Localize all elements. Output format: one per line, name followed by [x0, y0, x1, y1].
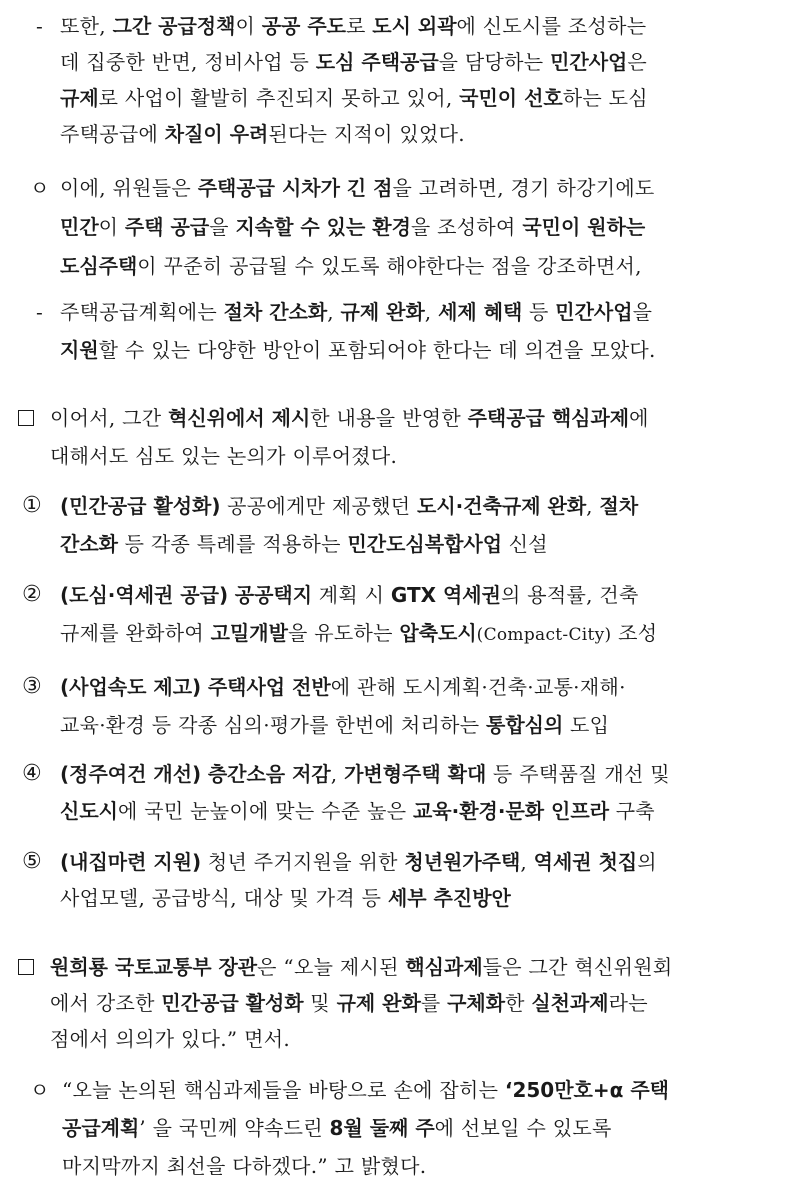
numbered-bullet: ② — [22, 582, 42, 607]
emphasis-text: 세제 혜택 — [438, 300, 523, 324]
emphasis-text: 구체화 — [447, 991, 506, 1015]
emphasis-text: 규제 완화 — [336, 991, 421, 1015]
text-line — [60, 174, 655, 202]
body-text: , — [520, 850, 534, 874]
text-line — [60, 84, 648, 112]
emphasis-text: ‘250만호+α 주택 — [504, 1078, 669, 1102]
body-text: 에 신도시를 조성하는 — [456, 14, 647, 38]
emphasis-text: 절차 간소화 — [223, 300, 328, 324]
numbered-bullet: ④ — [22, 761, 42, 786]
body-text: 에서 강조한 — [50, 991, 162, 1015]
text-line — [50, 404, 649, 432]
body-text: 점에서 의의가 있다.” 면서. — [50, 1027, 291, 1051]
emphasis-text: (민간공급 활성화) — [60, 494, 221, 518]
numbered-bullet: ① — [22, 493, 42, 518]
text-line — [62, 1076, 669, 1104]
body-text: 구축 — [609, 799, 655, 823]
box-bullet-icon — [18, 959, 34, 975]
annotation-text: (Compact-City) — [476, 625, 612, 645]
emphasis-text: (내집마련 지원) — [60, 850, 202, 874]
emphasis-text: 도심 주택공급 — [315, 50, 439, 74]
emphasis-text: 민간공급 활성화 — [161, 991, 304, 1015]
body-text: 을 — [632, 300, 653, 324]
emphasis-text: 신도시 — [60, 799, 118, 823]
emphasis-text: 간소화 — [60, 532, 118, 556]
body-text: 할 수 있는 다양한 방안이 포함되어야 한다는 데 의견을 모았다. — [98, 338, 656, 362]
text-line — [62, 1152, 426, 1180]
text-line — [60, 12, 646, 40]
text-line — [60, 336, 656, 364]
body-text: 에 — [629, 406, 649, 430]
emphasis-text: 통합심의 — [486, 713, 564, 737]
body-text: 의 — [637, 850, 657, 874]
body-text: 등 주택품질 개선 및 — [486, 762, 670, 786]
emphasis-text: 도시 외곽 — [372, 14, 457, 38]
body-text: 등 각종 특례를 적용하는 — [117, 532, 348, 556]
emphasis-text: 절차 — [599, 494, 639, 518]
emphasis-text: 공급계획 — [62, 1116, 140, 1140]
emphasis-text: 실천과제 — [531, 991, 609, 1015]
text-line — [60, 711, 609, 739]
emphasis-text: 그간 공급정책 — [112, 14, 236, 38]
emphasis-text: 주택 공급 — [124, 215, 210, 239]
body-text: 을 담당하는 — [438, 50, 551, 74]
emphasis-text: 민간사업 — [555, 300, 633, 324]
emphasis-text: 주택공급 핵심과제 — [467, 406, 630, 430]
body-text: 라는 — [608, 991, 648, 1015]
emphasis-text: 민간 — [60, 215, 99, 239]
body-text: 및 — [303, 991, 337, 1015]
body-text: 신설 — [502, 532, 548, 556]
body-text: 을 — [209, 215, 236, 239]
body-text: , — [424, 300, 439, 324]
body-text: 을 고려하면, 경기 하강기에도 — [392, 176, 655, 200]
emphasis-text: 공공 주도 — [261, 14, 346, 38]
circle-bullet: ㅇ — [30, 1078, 50, 1102]
dash-bullet: - — [36, 300, 43, 324]
emphasis-text: 규제 — [60, 86, 99, 110]
body-text — [201, 762, 208, 786]
emphasis-text: 가변형주택 확대 — [344, 762, 487, 786]
body-text: ’ 을 국민께 약속드린 — [139, 1116, 330, 1140]
body-text: 이에, 위원들은 — [60, 176, 198, 200]
body-text: 청년 주거지원을 위한 — [201, 850, 405, 874]
text-line — [50, 953, 673, 981]
numbered-bullet: ⑤ — [22, 849, 42, 874]
body-text: 이어서, 그간 — [50, 406, 169, 430]
body-text: 하는 도심 — [562, 86, 648, 110]
body-text: , — [330, 762, 345, 786]
body-text: 에 관해 도시계획·건축·교통·재해· — [330, 675, 626, 699]
body-text: 도입 — [563, 713, 610, 737]
emphasis-text: (도심·역세권 공급) — [60, 583, 229, 607]
body-text: 한 내용을 반영한 — [310, 406, 468, 430]
body-text: , — [586, 494, 600, 518]
emphasis-text: 8월 둘째 주 — [329, 1116, 435, 1140]
text-line — [60, 492, 638, 520]
text-line — [60, 760, 670, 788]
body-text: 로 사업이 활발히 추진되지 못하고 있어, — [98, 86, 460, 110]
circle-bullet: ㅇ — [30, 176, 50, 200]
emphasis-text: 세부 추진방안 — [387, 886, 511, 910]
body-text: 한 — [505, 991, 532, 1015]
text-line — [60, 797, 655, 825]
emphasis-text: 고밀개발 — [210, 621, 288, 645]
emphasis-text: 차질이 우려 — [164, 122, 269, 146]
body-text: 등 — [522, 300, 556, 324]
body-text: 또한, — [60, 14, 113, 38]
body-text: 데 집중한 반면, 정비사업 등 — [60, 50, 316, 74]
body-text: 을 조성하여 — [410, 215, 523, 239]
emphasis-text: 주택공급 시차가 긴 점 — [197, 176, 393, 200]
body-text: 사업모델, 공급방식, 대상 및 가격 등 — [60, 886, 388, 910]
body-text: , — [327, 300, 341, 324]
emphasis-text: 규제 완화 — [340, 300, 425, 324]
body-text: 이 — [98, 215, 125, 239]
body-text: 대해서도 심도 있는 논의가 이루어졌다. — [50, 444, 398, 468]
emphasis-text: (사업속도 제고) — [60, 675, 202, 699]
text-line — [50, 442, 397, 470]
body-text — [201, 675, 208, 699]
text-line — [50, 989, 648, 1017]
body-text: 로 — [345, 14, 373, 38]
emphasis-text: 압축도시 — [399, 621, 477, 645]
emphasis-text: 지속할 수 있는 환경 — [235, 215, 411, 239]
body-text: 은 “오늘 제시된 — [257, 955, 406, 979]
numbered-bullet: ③ — [22, 674, 42, 699]
box-bullet-icon — [18, 410, 34, 426]
emphasis-text: 교육·환경·문화 인프라 — [412, 799, 610, 823]
dash-bullet: - — [36, 14, 43, 38]
body-text: 은 — [627, 50, 647, 74]
emphasis-text: GTX 역세권 — [390, 583, 501, 607]
text-line — [60, 252, 642, 280]
emphasis-text: 층간소음 저감 — [207, 762, 331, 786]
body-text: 에 국민 눈높이에 맞는 수준 높은 — [117, 799, 413, 823]
body-text: 된다는 지적이 있었다. — [268, 122, 465, 146]
text-line — [60, 120, 465, 148]
emphasis-text: 원희룡 국토교통부 장관 — [50, 955, 258, 979]
text-line — [60, 530, 548, 558]
body-text: 이 꾸준히 공급될 수 있도록 해야한다는 점을 강조하면서, — [137, 254, 642, 278]
emphasis-text: 혁신위에서 제시 — [168, 406, 311, 430]
emphasis-text: 지원 — [60, 338, 99, 362]
emphasis-text: 국민이 선호 — [459, 86, 563, 110]
emphasis-text: 도시·건축규제 완화 — [417, 494, 587, 518]
emphasis-text: 국민이 원하는 — [522, 215, 646, 239]
body-text: 들은 그간 혁신위원회 — [482, 955, 673, 979]
body-text: 를 — [420, 991, 448, 1015]
body-text: 주택공급계획에는 — [60, 300, 224, 324]
body-text: 조성 — [611, 621, 658, 645]
text-line — [60, 848, 657, 876]
emphasis-text: 민간사업 — [550, 50, 628, 74]
body-text: 을 유도하는 — [287, 621, 400, 645]
emphasis-text: (정주여건 개선) — [60, 762, 202, 786]
emphasis-text: 주택사업 전반 — [207, 675, 331, 699]
emphasis-text: 청년원가주택 — [404, 850, 521, 874]
body-text: 에 선보일 수 있도록 — [434, 1116, 612, 1140]
text-line — [60, 581, 639, 609]
emphasis-text: 민간도심복합사업 — [347, 532, 503, 556]
text-line — [60, 298, 652, 326]
text-line — [62, 1114, 612, 1142]
emphasis-text: 핵심과제 — [405, 955, 483, 979]
body-text: 공공에게만 제공했던 — [220, 494, 418, 518]
text-line — [60, 213, 645, 241]
body-text — [228, 583, 235, 607]
body-text: 마지막까지 최선을 다하겠다.” 고 밝혔다. — [62, 1154, 427, 1178]
emphasis-text: 공공택지 — [234, 583, 313, 607]
text-line — [50, 1025, 290, 1053]
body-text: 교육·환경 등 각종 심의·평가를 한번에 처리하는 — [60, 713, 487, 737]
emphasis-text: 역세권 첫집 — [533, 850, 638, 874]
body-text: 규제를 완화하여 — [60, 621, 211, 645]
text-line — [60, 884, 511, 912]
text-line — [60, 48, 647, 76]
body-text: 이 — [235, 14, 262, 38]
body-text: 의 용적률, 건축 — [500, 583, 639, 607]
body-text: 주택공급에 — [60, 122, 165, 146]
text-line — [60, 619, 657, 649]
text-line — [60, 673, 626, 701]
body-text: “오늘 논의된 핵심과제들을 바탕으로 손에 잡히는 — [62, 1078, 505, 1102]
body-text: 계획 시 — [312, 583, 391, 607]
emphasis-text: 도심주택 — [60, 254, 138, 278]
